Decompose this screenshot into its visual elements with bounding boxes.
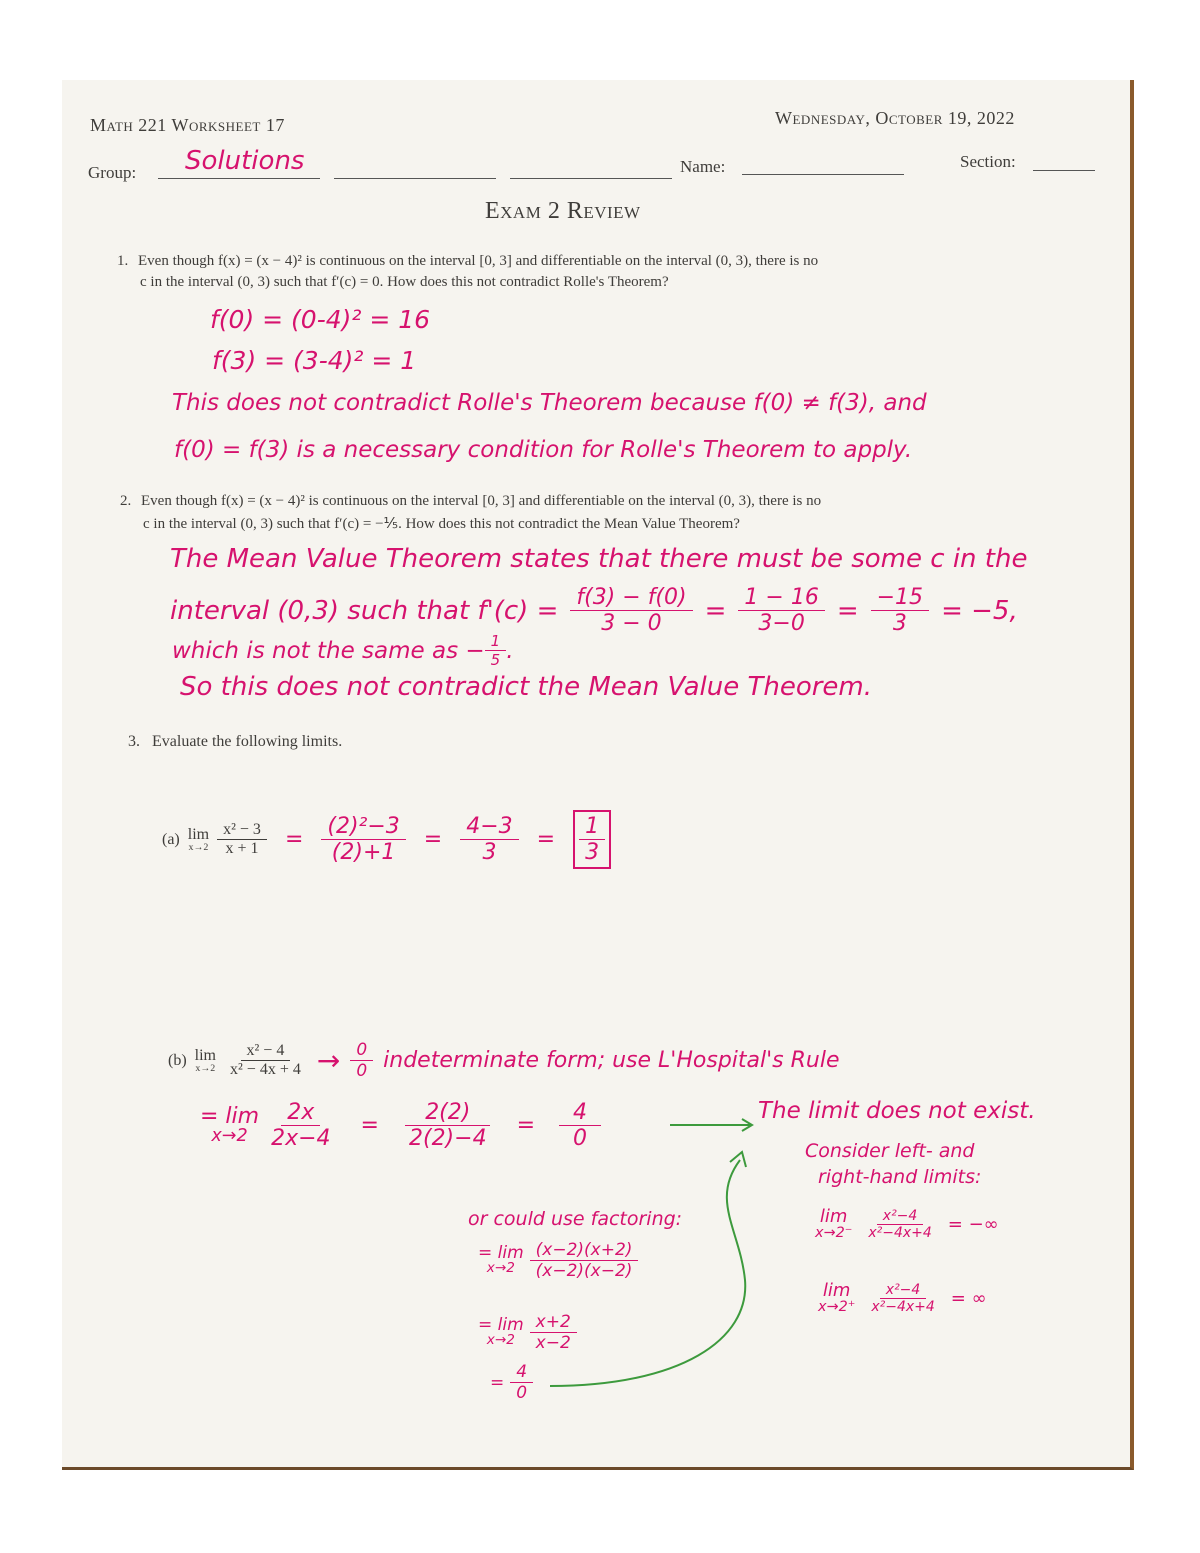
q3b-consider-line2: right-hand limits: bbox=[818, 1166, 982, 1188]
q3b-f3-num: 4 bbox=[510, 1362, 533, 1383]
q3b-factor-step2 bbox=[478, 1312, 577, 1353]
q2-one-fifth-den: 5 bbox=[490, 651, 501, 669]
q2-mvt-numerator: f(3) − f(0) bbox=[570, 585, 692, 611]
q3b-step2-den: 2(2)−4 bbox=[408, 1126, 487, 1151]
q3b-f1-frac bbox=[530, 1240, 639, 1281]
q3b-right-limit bbox=[818, 1282, 987, 1315]
q2-text-line2: c in the interval (0, 3) such that f′(c) = −⅕. How does this not contradict the Mean Value Theorem? bbox=[143, 516, 740, 532]
q1-answer-line2: f(0) = f(3) is a necessary condition for Rolle's Theorem to apply. bbox=[174, 437, 913, 463]
q2-frac-2 bbox=[738, 585, 824, 636]
q3a-problem bbox=[162, 821, 267, 858]
q1-work-f3: f(3) = (3-4)² = 1 bbox=[212, 346, 417, 375]
q3b-ind-num: 0 bbox=[350, 1040, 373, 1061]
q3b-lhospital-row bbox=[200, 1100, 601, 1151]
q3b-green-arrows bbox=[560, 1090, 1160, 1410]
q3b-right-den: x²−4x+4 bbox=[871, 1299, 935, 1315]
q3a-step1-den: (2)+1 bbox=[331, 840, 396, 865]
q3b-step2-frac bbox=[403, 1100, 493, 1151]
q3a-eq-1: = bbox=[284, 827, 304, 852]
q3b-zero-over-zero bbox=[350, 1040, 373, 1081]
q3b-eq-2: = bbox=[516, 1113, 536, 1138]
q3b-left-lim-sub: x→2⁻ bbox=[815, 1225, 853, 1242]
q3b-factoring-label: or could use factoring: bbox=[468, 1208, 683, 1230]
q1-work-f0: f(0) = (0-4)² = 16 bbox=[210, 305, 431, 334]
group-line-1 bbox=[158, 178, 320, 179]
q2-equals-2: = bbox=[836, 595, 859, 626]
q2-one-fifth-num: 1 bbox=[485, 632, 507, 651]
q3b-f1-den: (x−2)(x−2) bbox=[535, 1261, 633, 1281]
q3a-answer-box bbox=[573, 810, 611, 869]
q3b-step1-lim-sub: x→2 bbox=[211, 1125, 248, 1146]
q2-frac-2-den: 3−0 bbox=[758, 611, 805, 636]
q2-mvt-denominator: 3 − 0 bbox=[601, 611, 662, 636]
name-label: Name: bbox=[680, 157, 726, 176]
q1-number: 1. bbox=[117, 253, 129, 269]
q2-frac-3 bbox=[871, 585, 929, 636]
q3b-f2-lim-sub: x→2 bbox=[486, 1332, 515, 1349]
q3b-right-lim-block bbox=[818, 1282, 855, 1314]
q3b-factor-step1 bbox=[478, 1240, 638, 1281]
q3a-answer-num: 1 bbox=[579, 814, 605, 840]
q3b-f1-lim bbox=[478, 1245, 524, 1276]
q1-text-line1: Even though f(x) = (x − 4)² is continuous on the interval [0, 3] and differentiable on the interval (0, 3), there is no bbox=[138, 253, 819, 269]
q2-text-line1: Even though f(x) = (x − 4)² is continuous on the interval [0, 3] and differentiable on the interval (0, 3), there is no bbox=[141, 493, 822, 509]
q3a-eq-2: = bbox=[423, 827, 443, 852]
q3b-left-lim-block bbox=[815, 1208, 852, 1240]
q2-answer-line1: The Mean Value Theorem states that there must be some c in the bbox=[170, 544, 1028, 574]
q3b-right-lim-sub: x→2⁺ bbox=[818, 1299, 856, 1316]
q3b-step1-lim-block bbox=[200, 1103, 260, 1146]
q3b-right-frac bbox=[865, 1282, 940, 1315]
q3b-f2-den: x−2 bbox=[535, 1333, 571, 1353]
q3a-label: (a) bbox=[162, 830, 180, 848]
q3b-f1-num: (x−2)(x+2) bbox=[530, 1240, 639, 1261]
q3b-step1-lim bbox=[200, 1100, 337, 1151]
q3b-dne-text: The limit does not exist. bbox=[758, 1098, 1036, 1124]
section-label: Section: bbox=[960, 152, 1016, 171]
q3b-step3-den: 0 bbox=[573, 1126, 588, 1151]
q3b-f1-lim-sub: x→2 bbox=[486, 1260, 515, 1277]
q3b-left-den: x²−4x+4 bbox=[868, 1225, 932, 1241]
q2-number: 2. bbox=[120, 493, 132, 509]
q3b-left-limit bbox=[815, 1208, 999, 1241]
q3b-fraction bbox=[224, 1042, 307, 1079]
q3-number: 3. bbox=[128, 733, 140, 750]
q3b-lim-sub: x→2 bbox=[195, 1062, 216, 1074]
q3a-eq-3: = bbox=[536, 827, 556, 852]
q3b-f2-frac bbox=[530, 1312, 577, 1353]
q2-frac-3-den: 3 bbox=[892, 611, 907, 636]
q3a-numerator: x² − 3 bbox=[217, 821, 267, 840]
q3b-lim-text: lim bbox=[194, 1046, 216, 1064]
q3b-step1-den: 2x−4 bbox=[271, 1126, 331, 1151]
q1-answer-line1: This does not contradict Rolle's Theorem because f(0) ≠ f(3), and bbox=[172, 390, 927, 416]
q2-one-fifth bbox=[485, 632, 507, 669]
q3b-step2-num: 2(2) bbox=[405, 1100, 490, 1126]
q3b-limit bbox=[195, 1048, 216, 1074]
q3a-step2 bbox=[460, 814, 518, 865]
course-title: Math 221 Worksheet 17 bbox=[90, 115, 285, 135]
q3b-left-num: x²−4 bbox=[877, 1208, 924, 1225]
q3b-denominator: x² − 4x + 4 bbox=[230, 1061, 301, 1078]
q3b-row bbox=[168, 1040, 840, 1081]
q3b-arrow-icon: → bbox=[316, 1044, 341, 1077]
q3b-label: (b) bbox=[168, 1051, 187, 1069]
group-line-3 bbox=[510, 178, 672, 179]
q3b-step3-num: 4 bbox=[559, 1100, 601, 1126]
group-label: Group: bbox=[88, 163, 137, 182]
q3a-lim-sub: x→2 bbox=[188, 841, 209, 853]
q3b-left-frac bbox=[862, 1208, 937, 1241]
q3b-right-lim-text: lim bbox=[822, 1280, 851, 1302]
page-title: Exam 2 Review bbox=[485, 198, 641, 224]
q2-frac-2-num: 1 − 16 bbox=[738, 585, 824, 611]
q3a-fraction bbox=[217, 821, 267, 858]
worksheet-date: Wednesday, October 19, 2022 bbox=[775, 108, 1015, 128]
q3b-f3-den: 0 bbox=[516, 1383, 528, 1403]
q3b-f3-frac bbox=[510, 1362, 533, 1403]
q2-frac-3-num: −15 bbox=[871, 585, 929, 611]
q3a-answer bbox=[579, 814, 605, 865]
group-line-2 bbox=[334, 178, 496, 179]
q3b-step1-num: 2x bbox=[281, 1100, 320, 1126]
q2-mvt-text: interval (0,3) such that f'(c) = bbox=[170, 595, 559, 626]
q3b-numerator: x² − 4 bbox=[241, 1042, 291, 1061]
q3b-step1-frac bbox=[265, 1100, 336, 1151]
q3b-right-value: = ∞ bbox=[950, 1288, 987, 1309]
q3b-f2-lim-text: = lim bbox=[478, 1315, 524, 1336]
q3b-left-value: = −∞ bbox=[947, 1214, 999, 1235]
q3a-answer-den: 3 bbox=[585, 840, 600, 865]
q2-not-same-text: which is not the same as − bbox=[172, 637, 485, 664]
q3b-right-num: x²−4 bbox=[880, 1282, 927, 1299]
q3b-f2-lim bbox=[478, 1317, 524, 1348]
q3a-denominator: x + 1 bbox=[225, 840, 259, 857]
q2-answer-line2 bbox=[170, 585, 1018, 636]
q2-equals-1: = bbox=[704, 595, 727, 626]
q2-answer-line4: So this does not contradict the Mean Value Theorem. bbox=[180, 672, 873, 702]
q3a-lim-text: lim bbox=[187, 825, 210, 843]
q3b-factor-step3 bbox=[490, 1362, 533, 1403]
q3b-ind-den: 0 bbox=[356, 1061, 368, 1081]
q3a-step1-num: (2)²−3 bbox=[321, 814, 405, 840]
q3b-eq-1: = bbox=[360, 1113, 379, 1138]
q3b-arrow-head-2 bbox=[730, 1152, 746, 1167]
group-value: Solutions bbox=[185, 146, 305, 176]
q3b-consider-line1: Consider left- and bbox=[805, 1140, 975, 1162]
q3b-step1-lim-text: = lim bbox=[200, 1103, 260, 1129]
q3a-row bbox=[162, 810, 611, 869]
q2-mvt-fraction bbox=[570, 585, 692, 636]
q3b-indeterminate-note: indeterminate form; use L'Hospital's Rule bbox=[383, 1048, 840, 1073]
name-line bbox=[742, 174, 904, 175]
q3b-problem bbox=[168, 1042, 307, 1079]
q1-text-line2: c in the interval (0, 3) such that f′(c) = 0. How does this not contradict Rolle's Theorem? bbox=[140, 274, 669, 290]
q3a-limit bbox=[188, 827, 209, 853]
q2-period: . bbox=[506, 637, 514, 664]
q2-answer-line3 bbox=[172, 632, 514, 669]
q3a-step2-den: 3 bbox=[482, 840, 497, 865]
q2-result: = −5, bbox=[941, 595, 1018, 626]
q3b-f2-num: x+2 bbox=[530, 1312, 577, 1333]
q3a-step2-num: 4−3 bbox=[460, 814, 518, 840]
q3b-f3-eq: = bbox=[490, 1372, 505, 1393]
section-line bbox=[1033, 170, 1095, 171]
q3b-left-lim-text: lim bbox=[819, 1206, 848, 1228]
q3-prompt: Evaluate the following limits. bbox=[152, 733, 343, 750]
q3a-step1 bbox=[321, 814, 405, 865]
q3b-f1-lim-text: = lim bbox=[478, 1243, 524, 1264]
